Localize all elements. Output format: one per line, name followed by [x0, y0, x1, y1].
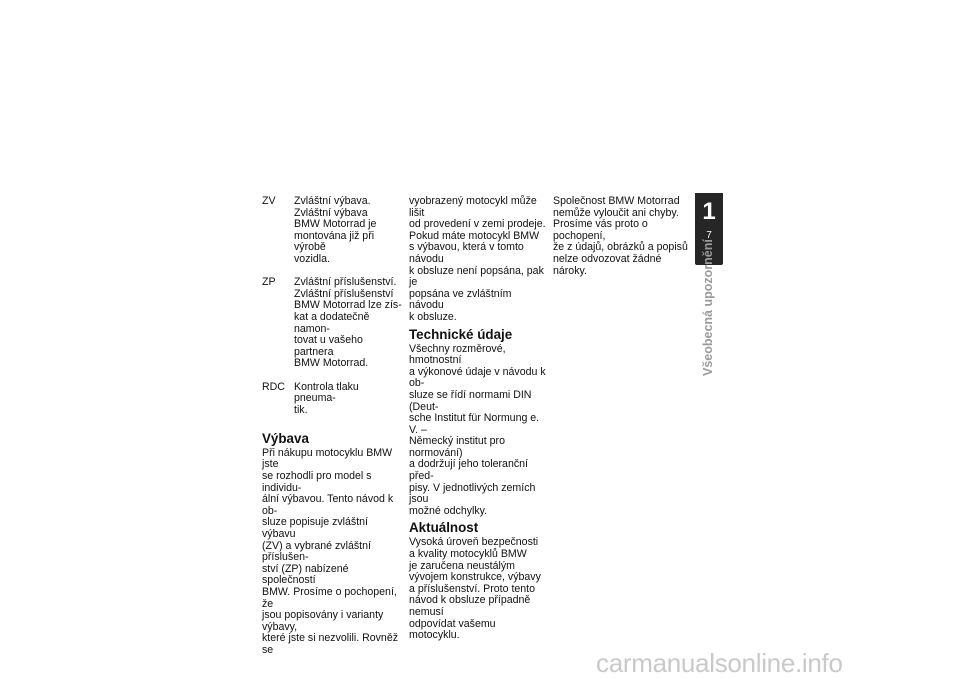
abbreviation-definition: Zvláštní příslušenství. Zvláštní příslušenství BMW Motorrad lze zís- kat a dodatečně namon- tovat u vašeho partnera BMW Motorrad.: [294, 276, 402, 370]
section-text-technicke-udaje: Všechny rozměrové, hmotnostní a výkonové údaje v návodu k ob- sluze se řídí normami DIN (Deut- sche Institut für Normung e. V. – Německý institut pro normování) a dodržují jeho toleranční před- pisy. V jednotlivých zemích jsou možné odchylky.: [409, 342, 546, 517]
section-text-vybava: Při nákupu motocyklu BMW jste se rozhodli pro model s individu- ální výbavou. Tento návod k ob- sluze popisuje zvláštní výbavu (ZV) a vybrané zvláštní příslušen- ství (ZP) nabízené společností BMW. Prosíme o pochopení, že jsou popisovány i varianty výbavy, které jste si nezvolili. Rovněž se: [262, 446, 399, 656]
section-text-aktualnost: Vysoká úroveň bezpečnosti a kvality motocyklů BMW je zaručena neustálým vývojem konstrukce, výbavy a příslušenství. Proto tento návod k obsluze případně nemusí odpovídat vašemu motocyklu.: [409, 536, 541, 642]
abbreviation-row-zp: [262, 277, 402, 370]
abbreviation-definition: Kontrola tlaku pneuma- tik.: [294, 380, 359, 416]
abbreviation-term: ZP: [262, 276, 276, 289]
chapter-title-vertical: Všeobecná upozornění: [701, 239, 715, 376]
column-middle: [409, 196, 549, 642]
column-right: [553, 196, 693, 277]
abbreviation-term: RDC: [262, 380, 285, 393]
watermark: carmanualsonline.info: [596, 648, 843, 678]
abbreviation-row-zv: [262, 196, 402, 266]
abbreviation-definition: Zvláštní výbava. Zvláštní výbava BMW Motorrad je montována již při výrobě vozidla.: [294, 195, 377, 265]
abbreviation-row-rdc: [262, 382, 402, 417]
disclaimer-text: Společnost BMW Motorrad nemůže vyloučit ani chyby. Prosíme vás proto o pochopení, že z údajů, obrázků a popisů nelze odvozovat žádné nároky.: [553, 195, 688, 277]
section-heading-aktualnost: Aktuálnost: [409, 520, 479, 536]
continuation-text: vyobrazený motocykl může lišit od provedení v zemi prodeje. Pokud máte motocykl BMW s výbavou, která v tomto návodu k obsluze není popsána, pak je popsána ve zvláštním návodu k obsluze.: [409, 195, 546, 323]
section-heading-technicke-udaje: Technické údaje: [409, 326, 513, 342]
chapter-number: 1: [702, 198, 716, 225]
section-heading-vybava: Výbava: [262, 430, 309, 446]
column-left: [262, 196, 402, 657]
abbreviation-term: ZV: [262, 195, 276, 207]
page-number: 7: [706, 230, 712, 241]
